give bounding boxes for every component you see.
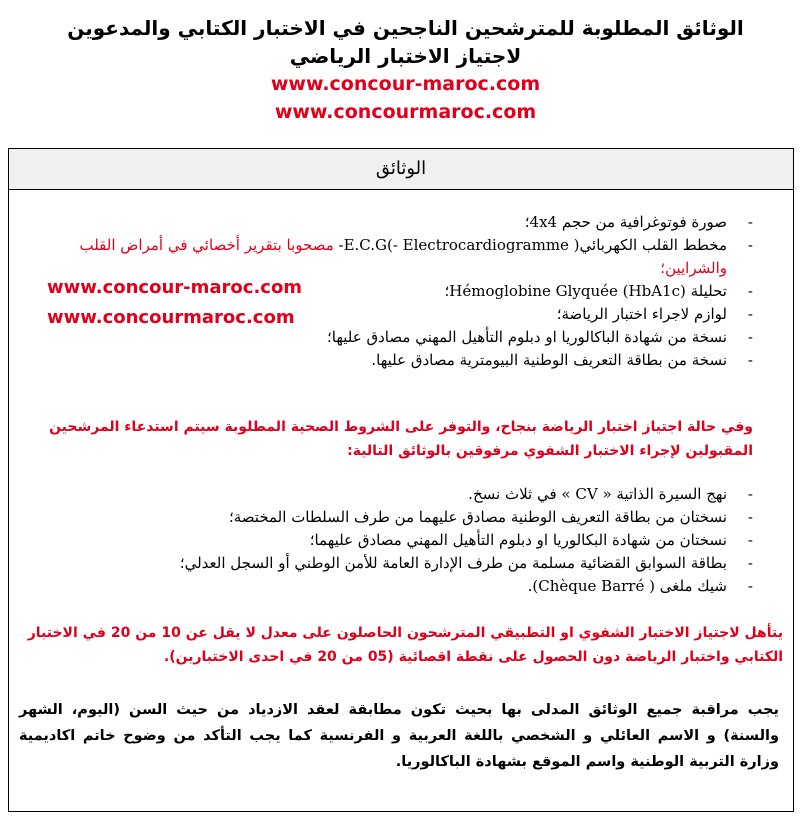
list-item-text: لوازم لاجراء اختبار الرياضة؛ bbox=[556, 305, 727, 323]
list-item bbox=[13, 211, 753, 234]
list-item-text: نسخة من شهادة الباكالوريا او دبلوم التأهيل المهني مصادق عليها؛ bbox=[327, 328, 727, 346]
table-header: الوثائق bbox=[9, 149, 793, 190]
list-item bbox=[13, 506, 753, 529]
list-item bbox=[13, 529, 753, 552]
list-item bbox=[13, 349, 753, 372]
list-item-text: صورة فوتوغرافية من حجم 4x4؛ bbox=[524, 213, 727, 231]
verification-note: يجب مراقبة جميع الوثائق المدلى بها بحيث تكون مطابقة لعقد الازدياد من حيث السن (اليوم، الشهر والسنة) و الاسم العائلي و الشخصي باللغة العربية و الفرنسية كما يجب التأكد من وضوح خاتم اكاديمية وزارة التربية الوطنية واسم الموقع بشهادة الباكالوريا. bbox=[19, 702, 779, 770]
list-item-note: مصحوبا بتقرير أخصائي في أمراض القلب والشرايين؛ bbox=[79, 236, 727, 277]
document-title-line1: الوثائق المطلوبة للمترشحين الناجحين في الاختبار الكتابي والمدعوين bbox=[67, 16, 744, 40]
list-item bbox=[13, 234, 753, 280]
watermark-url-1: www.concour-maroc.com bbox=[270, 73, 541, 95]
list-item bbox=[13, 552, 753, 575]
list-item-text: نسختان من شهادة البكالوريا او دبلوم التأهيل المهني مصادق عليهما؛ bbox=[309, 531, 727, 549]
list-item-text: نسخة من بطاقة التعريف الوطنية البيومترية مصادق عليها. bbox=[371, 351, 727, 369]
list-item-text: نهج السيرة الذاتية « CV » في ثلاث نسخ. bbox=[468, 485, 727, 503]
oral-exam-intro: وفي حالة اجتياز اختبار الرياضة بنجاح، والتوفر على الشروط الصحية المطلوبة سيتم استدعاء المرشحين المقبولين لإجراء الاختبار الشفوي مرفوقين بالوثائق التالية: bbox=[49, 419, 753, 459]
list-item-text: مخطط القلب الكهربائيE.C.G(- Electrocardiogramme )- bbox=[333, 236, 727, 254]
list-item-text: شيك ملغى ( Chèque Barré). bbox=[527, 577, 727, 595]
qualification-rule: يتأهل لاجتياز الاختبار الشفوي او التطبيقي المترشحون الحاصلون على معدل لا يقل عن 10 من 20 في الاختبار الكتابي واختبار الرياضة دون الحصول على نقطة اقصائية (05 من 20 في احدى الاختبارين). bbox=[27, 625, 783, 665]
list-item bbox=[13, 326, 753, 349]
document-title-line2: لاجتياز الاختبار الرياضي bbox=[289, 44, 522, 68]
list-item-text: نسختان من بطاقة التعريف الوطنية مصادق عليهما من طرف السلطات المختصة؛ bbox=[228, 508, 727, 526]
list-item bbox=[13, 483, 753, 506]
document-header bbox=[0, 14, 811, 126]
overlay-watermark-1: www.concour-maroc.com bbox=[47, 277, 303, 298]
list-item-text: بطاقة السوابق القضائية مسلمة من طرف الإدارة العامة للأمن الوطني أو السجل العدلي؛ bbox=[179, 554, 727, 572]
documents-table bbox=[8, 148, 794, 812]
watermark-url-2: www.concourmaroc.com bbox=[274, 101, 537, 123]
list-item bbox=[13, 575, 753, 598]
oral-exam-documents-list bbox=[13, 483, 753, 598]
list-item-text: تحليلة Hémoglobine Glyquée (HbA1c)؛ bbox=[444, 282, 727, 300]
overlay-watermark-2: www.concourmaroc.com bbox=[47, 307, 295, 328]
